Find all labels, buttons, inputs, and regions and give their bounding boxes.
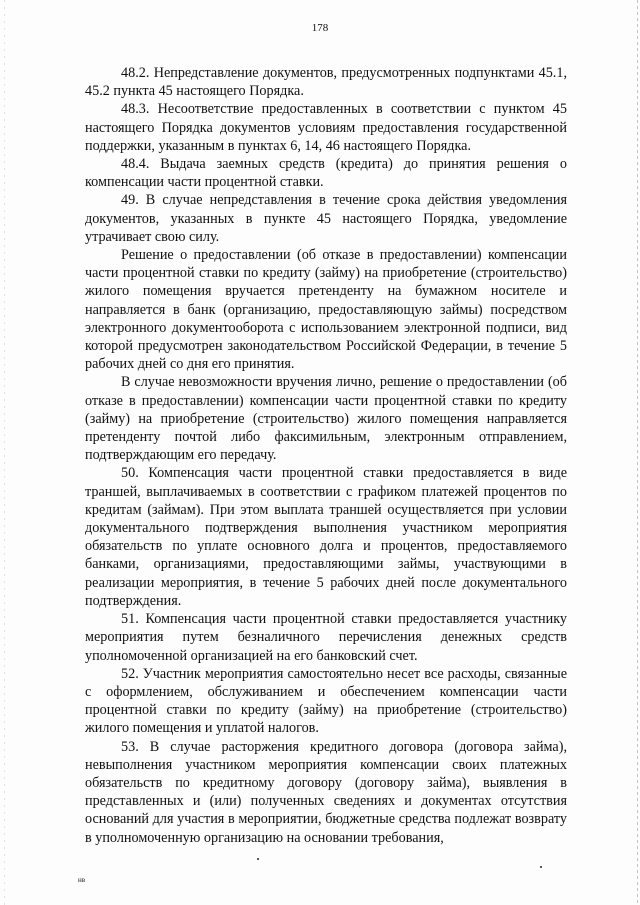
body-text — [85, 64, 567, 847]
paragraph-delivery: В случае невозможности вручения лично, решение о предоставлении (об отказе в предоставлении) компенсации части процентной ставки по кредиту (займу) на приобретение (строительство) жилого помещения направляется претенденту почтой либо факсимильным, электронным отправлением, подтверждающим его передачу. — [85, 374, 567, 464]
scan-dot — [540, 866, 542, 868]
paragraph-48-3: 48.3. Несоответствие предоставленных в соответствии с пунктом 45 настоящего Порядка документов условиям предоставления государственной поддержки, указанным в пунктах 6, 14, 46 настоящего Порядка. — [85, 101, 567, 154]
scan-dot — [257, 858, 259, 860]
footer-mark: нв — [78, 876, 86, 884]
page-number: 178 — [311, 22, 329, 34]
paragraph-48-2: 48.2. Непредставление документов, предусмотренных подпунктами 45.1, 45.2 пункта 45 настоящего Порядка. — [85, 65, 567, 100]
scan-edge-right — [637, 0, 638, 905]
paragraph-51: 51. Компенсация части процентной ставки предоставляется участнику мероприятия путем безналичного перечисления денежных средств уполномоченной организацией на его банковский счет. — [85, 611, 567, 664]
paragraph-52: 52. Участник мероприятия самостоятельно несет все расходы, связанные с оформлением, обслуживанием и обеспечением компенсации части процентной ставки по кредиту (займу) на приобретение (строительство) жилого помещения и уплатой налогов. — [85, 665, 567, 737]
scan-edge-left — [4, 0, 5, 905]
paragraph-49: 49. В случае непредставления в течение срока действия уведомления документов, указанных в пункте 45 настоящего Порядка, уведомление утрачивает свою силу. — [85, 192, 567, 245]
paragraph-48-4: 48.4. Выдача заемных средств (кредита) до принятия решения о компенсации части процентной ставки. — [85, 156, 567, 191]
paragraph-53: 53. В случае расторжения кредитного договора (договора займа), невыполнения участником мероприятия компенсации своих платежных обязательств по кредитному договору (договору займа), выявления в представленных и (или) полученных сведениях и документах отсутствия оснований для участия в мероприятии, бюджетные средства подлежат возврату в уполномоченную организацию на основании требования, — [85, 738, 567, 846]
paragraph-decision: Решение о предоставлении (об отказе в предоставлении) компенсации части процентной ставки по кредиту (займу) на приобретение (строительство) жилого помещения вручается претенденту на бумажном носителе и направляется в банк (организацию, предоставляющую займы) посредством электронного документооборота с использованием электронной подписи, вид которой предусмотрен законодательством Российской Федерации, в течение 5 рабочих дней со дня его принятия. — [85, 247, 567, 373]
paragraph-50: 50. Компенсация части процентной ставки предоставляется в виде траншей, выплачиваемых в соответствии с графиком платежей процентов по кредитам (займам). При этом выплата траншей осуществляется при условии документального подтверждения выполнения участником мероприятия обязательств по уплате основного долга и процентов, предоставляемого банками, организациями, предоставляющими займы, участвующими в реализации мероприятия, в течение 5 рабочих дней после документального подтверждения. — [85, 465, 567, 609]
